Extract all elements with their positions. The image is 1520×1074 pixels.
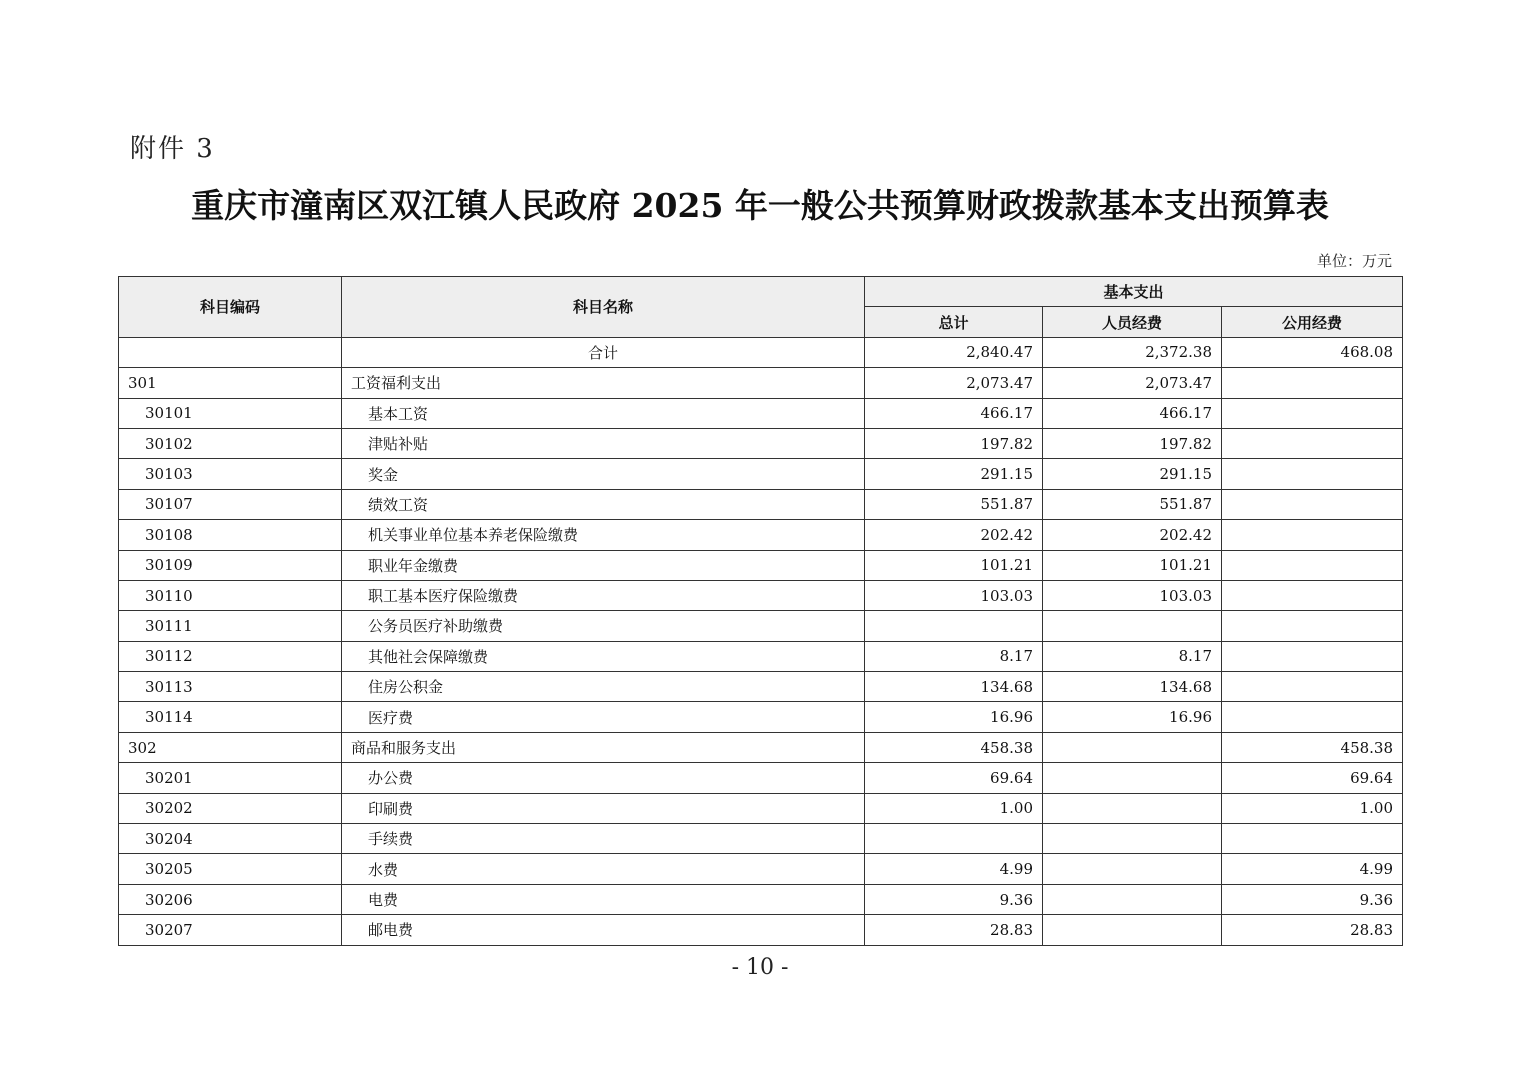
cell-name: 邮电费 bbox=[342, 915, 865, 945]
cell-code: 30205 bbox=[119, 854, 342, 884]
table-row bbox=[119, 672, 1403, 702]
cell-personnel: 197.82 bbox=[1043, 428, 1222, 458]
cell-code: 30107 bbox=[119, 489, 342, 519]
attachment-label: 附件 3 bbox=[130, 134, 215, 164]
cell-total: 134.68 bbox=[865, 672, 1043, 702]
cell-personnel: 2,372.38 bbox=[1043, 337, 1222, 367]
cell-personnel: 466.17 bbox=[1043, 398, 1222, 428]
cell-total: 2,073.47 bbox=[865, 368, 1043, 398]
cell-public bbox=[1222, 520, 1403, 550]
cell-code: 30108 bbox=[119, 520, 342, 550]
cell-name: 商品和服务支出 bbox=[342, 732, 865, 762]
header-public: 公用经费 bbox=[1222, 307, 1403, 337]
cell-public bbox=[1222, 428, 1403, 458]
cell-name: 职工基本医疗保险缴费 bbox=[342, 580, 865, 610]
cell-personnel bbox=[1043, 732, 1222, 762]
cell-total: 458.38 bbox=[865, 732, 1043, 762]
cell-personnel bbox=[1043, 915, 1222, 945]
table-row bbox=[119, 915, 1403, 945]
cell-public bbox=[1222, 672, 1403, 702]
table-row bbox=[119, 550, 1403, 580]
page-number: - 10 - bbox=[731, 955, 789, 980]
cell-code: 30102 bbox=[119, 428, 342, 458]
cell-name: 基本工资 bbox=[342, 398, 865, 428]
cell-personnel: 202.42 bbox=[1043, 520, 1222, 550]
cell-name: 公务员医疗补助缴费 bbox=[342, 611, 865, 641]
cell-personnel bbox=[1043, 854, 1222, 884]
cell-total: 69.64 bbox=[865, 763, 1043, 793]
cell-public bbox=[1222, 550, 1403, 580]
cell-total: 466.17 bbox=[865, 398, 1043, 428]
table-row bbox=[119, 398, 1403, 428]
cell-total: 1.00 bbox=[865, 793, 1043, 823]
table-row bbox=[119, 337, 1403, 367]
cell-personnel bbox=[1043, 793, 1222, 823]
cell-public: 468.08 bbox=[1222, 337, 1403, 367]
cell-total: 28.83 bbox=[865, 915, 1043, 945]
cell-total: 197.82 bbox=[865, 428, 1043, 458]
cell-total: 101.21 bbox=[865, 550, 1043, 580]
cell-personnel bbox=[1043, 611, 1222, 641]
cell-name: 津贴补贴 bbox=[342, 428, 865, 458]
cell-total: 551.87 bbox=[865, 489, 1043, 519]
cell-name: 合计 bbox=[342, 337, 865, 367]
cell-name: 住房公积金 bbox=[342, 672, 865, 702]
cell-personnel: 101.21 bbox=[1043, 550, 1222, 580]
cell-code: 30109 bbox=[119, 550, 342, 580]
cell-personnel bbox=[1043, 824, 1222, 854]
cell-name: 奖金 bbox=[342, 459, 865, 489]
cell-code: 30103 bbox=[119, 459, 342, 489]
cell-public bbox=[1222, 580, 1403, 610]
cell-code: 30201 bbox=[119, 763, 342, 793]
table-row bbox=[119, 368, 1403, 398]
cell-personnel: 16.96 bbox=[1043, 702, 1222, 732]
cell-name: 印刷费 bbox=[342, 793, 865, 823]
cell-public: 9.36 bbox=[1222, 884, 1403, 914]
cell-total bbox=[865, 611, 1043, 641]
cell-name: 机关事业单位基本养老保险缴费 bbox=[342, 520, 865, 550]
cell-code: 30111 bbox=[119, 611, 342, 641]
cell-code: 30101 bbox=[119, 398, 342, 428]
cell-total: 4.99 bbox=[865, 854, 1043, 884]
header-code: 科目编码 bbox=[119, 277, 342, 338]
cell-code: 301 bbox=[119, 368, 342, 398]
table-row bbox=[119, 641, 1403, 671]
cell-code bbox=[119, 337, 342, 367]
header-total: 总计 bbox=[865, 307, 1043, 337]
cell-public: 458.38 bbox=[1222, 732, 1403, 762]
table-row bbox=[119, 763, 1403, 793]
cell-personnel: 291.15 bbox=[1043, 459, 1222, 489]
cell-personnel bbox=[1043, 884, 1222, 914]
cell-code: 30113 bbox=[119, 672, 342, 702]
cell-public: 28.83 bbox=[1222, 915, 1403, 945]
table-row bbox=[119, 884, 1403, 914]
table-row bbox=[119, 489, 1403, 519]
cell-total: 16.96 bbox=[865, 702, 1043, 732]
cell-name: 电费 bbox=[342, 884, 865, 914]
table-body bbox=[119, 337, 1403, 945]
cell-public bbox=[1222, 611, 1403, 641]
cell-total bbox=[865, 824, 1043, 854]
header-personnel: 人员经费 bbox=[1043, 307, 1222, 337]
table-row bbox=[119, 611, 1403, 641]
cell-code: 30110 bbox=[119, 580, 342, 610]
cell-public: 1.00 bbox=[1222, 793, 1403, 823]
cell-total: 202.42 bbox=[865, 520, 1043, 550]
cell-code: 30204 bbox=[119, 824, 342, 854]
cell-total: 2,840.47 bbox=[865, 337, 1043, 367]
cell-personnel: 8.17 bbox=[1043, 641, 1222, 671]
cell-personnel: 103.03 bbox=[1043, 580, 1222, 610]
page-title: 重庆市潼南区双江镇人民政府 2025 年一般公共预算财政拨款基本支出预算表 bbox=[191, 186, 1329, 225]
cell-name: 工资福利支出 bbox=[342, 368, 865, 398]
cell-name: 其他社会保障缴费 bbox=[342, 641, 865, 671]
cell-personnel: 2,073.47 bbox=[1043, 368, 1222, 398]
table-row bbox=[119, 793, 1403, 823]
cell-public bbox=[1222, 641, 1403, 671]
header-row-1 bbox=[119, 277, 1403, 307]
cell-public: 4.99 bbox=[1222, 854, 1403, 884]
cell-name: 办公费 bbox=[342, 763, 865, 793]
cell-total: 9.36 bbox=[865, 884, 1043, 914]
table-row bbox=[119, 520, 1403, 550]
cell-name: 绩效工资 bbox=[342, 489, 865, 519]
table-row bbox=[119, 702, 1403, 732]
cell-personnel bbox=[1043, 763, 1222, 793]
cell-code: 30206 bbox=[119, 884, 342, 914]
unit-label: 单位：万元 bbox=[1316, 252, 1392, 270]
cell-code: 30202 bbox=[119, 793, 342, 823]
table-row bbox=[119, 824, 1403, 854]
table-row bbox=[119, 854, 1403, 884]
cell-total: 103.03 bbox=[865, 580, 1043, 610]
cell-public bbox=[1222, 398, 1403, 428]
cell-code: 30114 bbox=[119, 702, 342, 732]
cell-total: 8.17 bbox=[865, 641, 1043, 671]
cell-public bbox=[1222, 368, 1403, 398]
cell-personnel: 551.87 bbox=[1043, 489, 1222, 519]
budget-table bbox=[118, 276, 1403, 946]
cell-public bbox=[1222, 702, 1403, 732]
header-name: 科目名称 bbox=[342, 277, 865, 338]
cell-public bbox=[1222, 824, 1403, 854]
header-basic-expenditure: 基本支出 bbox=[865, 277, 1403, 307]
table-row bbox=[119, 732, 1403, 762]
cell-code: 30207 bbox=[119, 915, 342, 945]
cell-personnel: 134.68 bbox=[1043, 672, 1222, 702]
cell-public bbox=[1222, 459, 1403, 489]
table-row bbox=[119, 428, 1403, 458]
cell-name: 水费 bbox=[342, 854, 865, 884]
cell-total: 291.15 bbox=[865, 459, 1043, 489]
table-row bbox=[119, 459, 1403, 489]
cell-public bbox=[1222, 489, 1403, 519]
cell-code: 30112 bbox=[119, 641, 342, 671]
cell-name: 手续费 bbox=[342, 824, 865, 854]
table-row bbox=[119, 580, 1403, 610]
cell-code: 302 bbox=[119, 732, 342, 762]
cell-name: 医疗费 bbox=[342, 702, 865, 732]
cell-public: 69.64 bbox=[1222, 763, 1403, 793]
cell-name: 职业年金缴费 bbox=[342, 550, 865, 580]
